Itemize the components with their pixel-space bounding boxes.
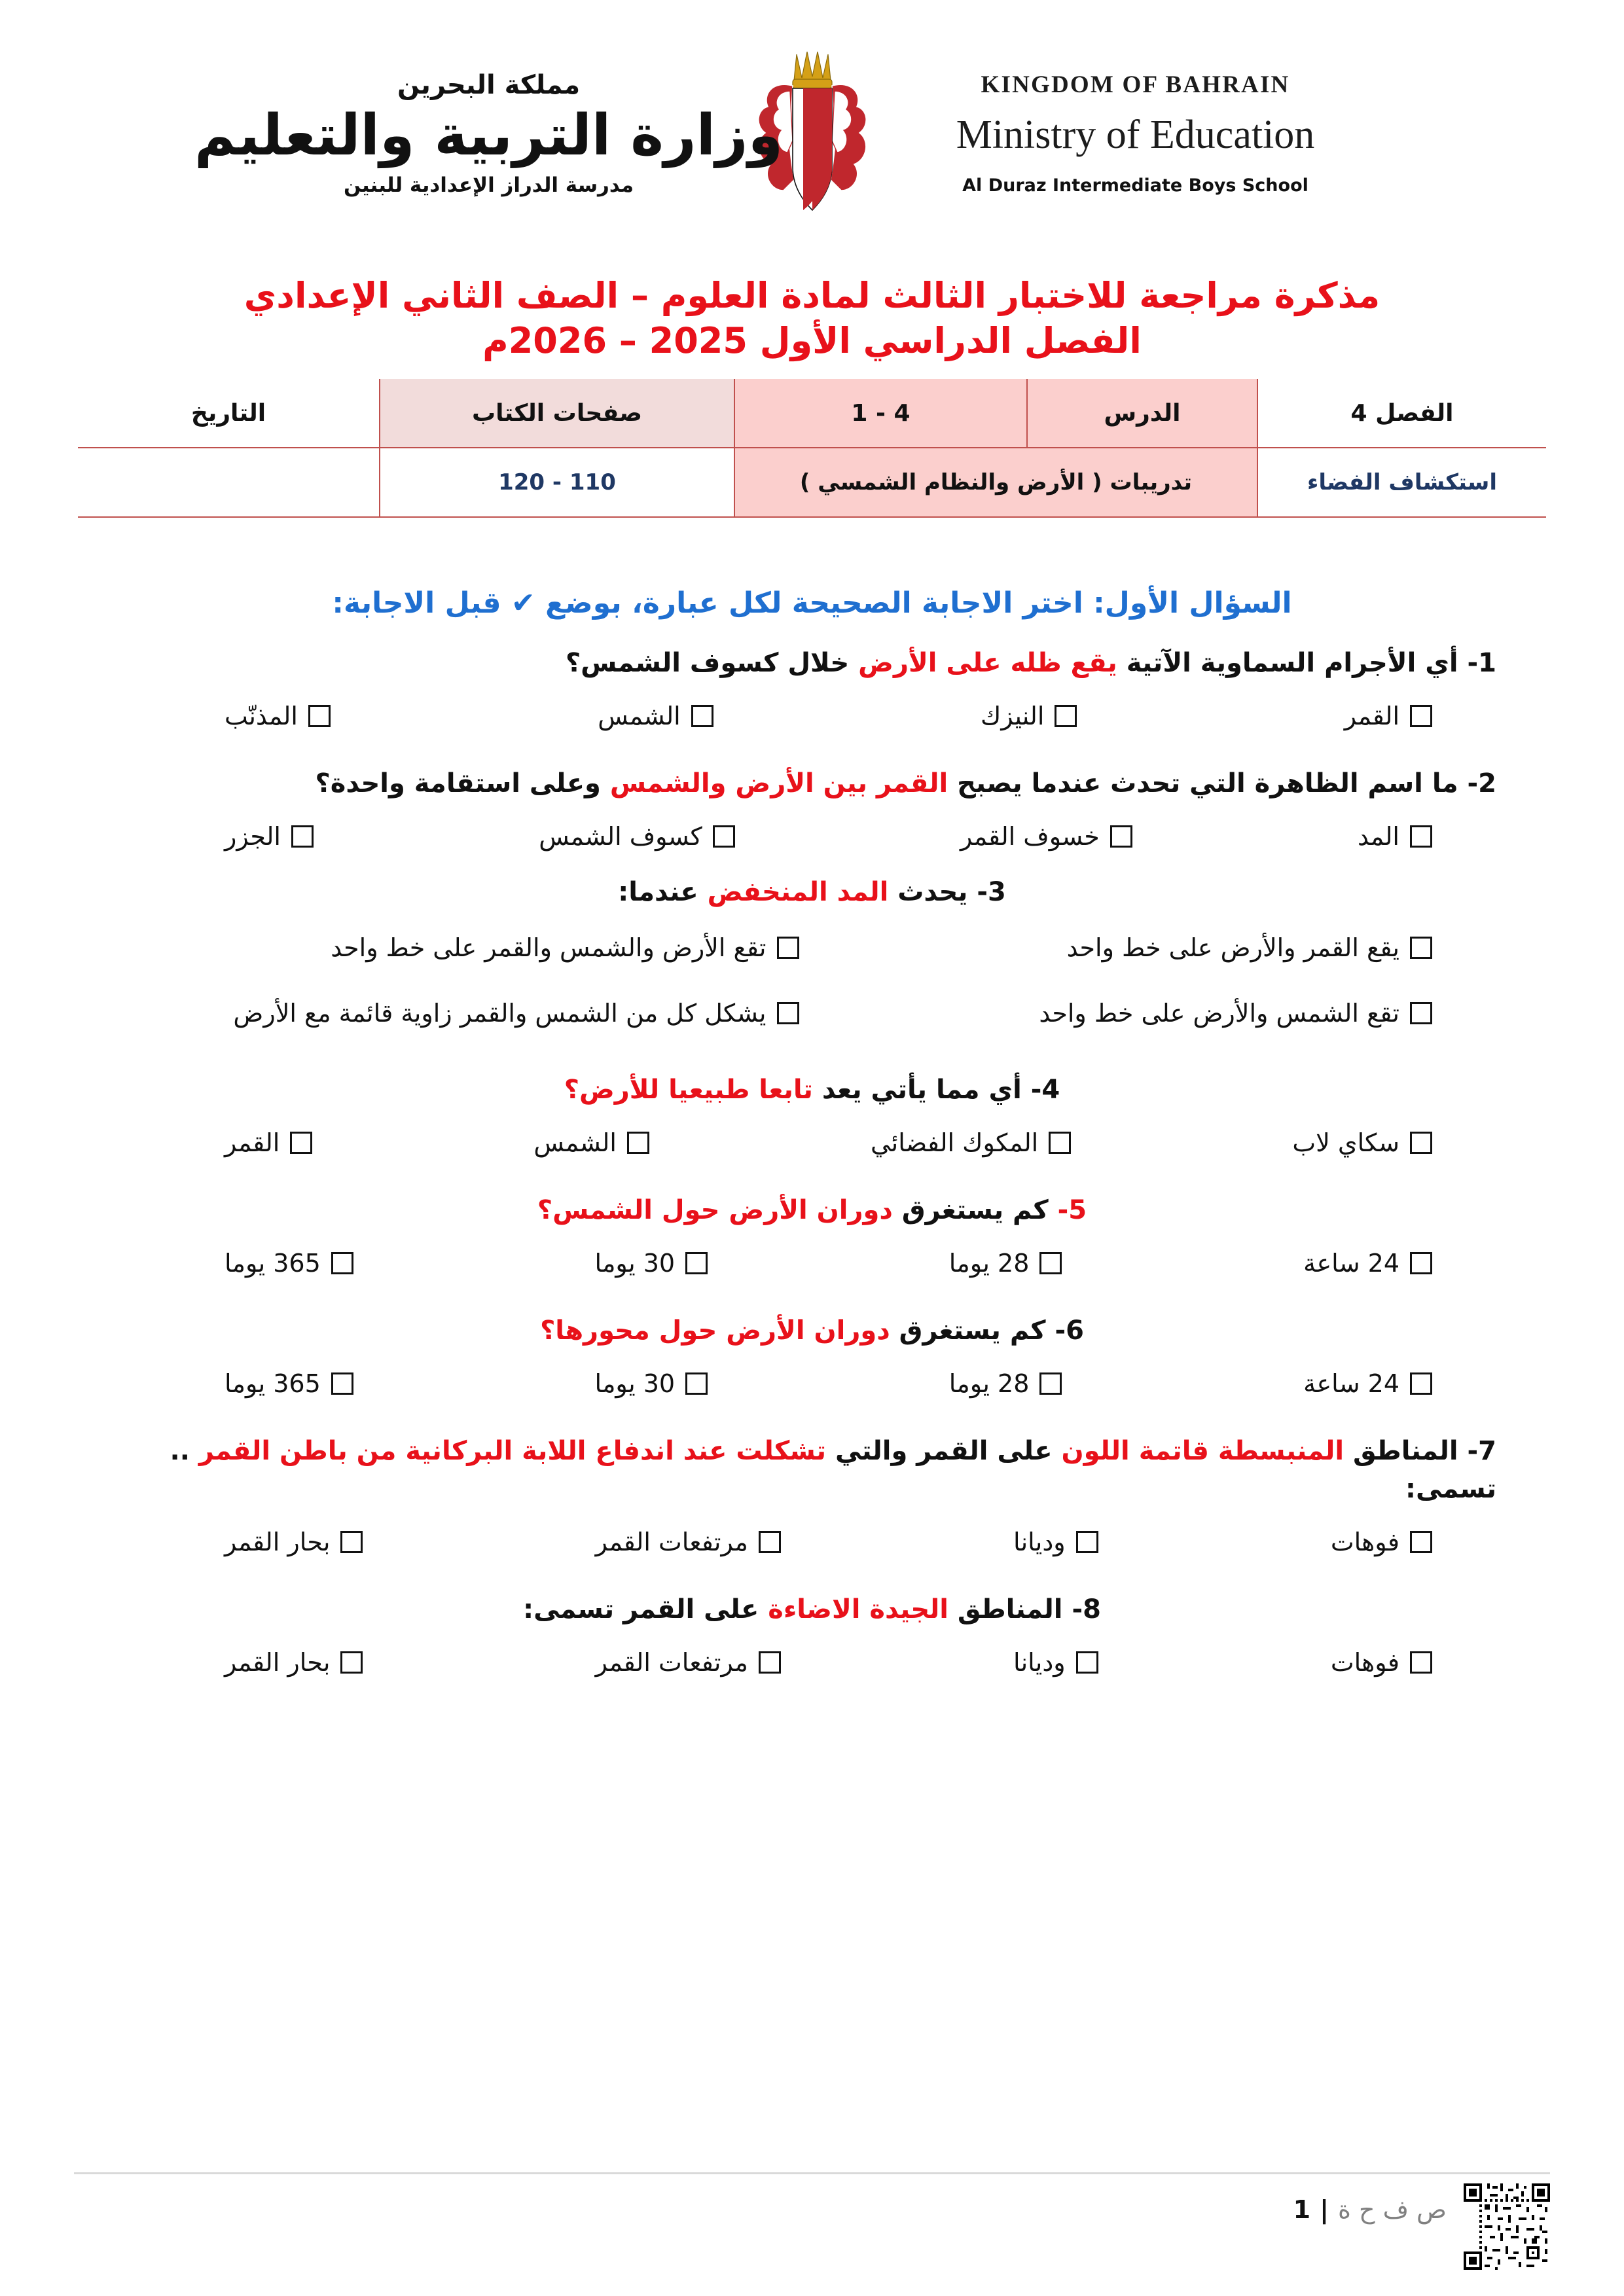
option-item[interactable] [1013, 1528, 1098, 1556]
option-item[interactable] [595, 1369, 708, 1398]
option-label: مرتفعات القمر [595, 1648, 748, 1677]
spacer [113, 1556, 1511, 1590]
option-label: وديانا [1013, 1528, 1066, 1557]
table-header-code: 4 - 1 [734, 379, 1027, 448]
table-cell-pages: 110 - 120 [380, 448, 734, 517]
checkbox-icon[interactable] [331, 1372, 353, 1395]
option-item[interactable] [225, 702, 331, 730]
question-7-text [128, 1432, 1496, 1508]
option-item[interactable] [1303, 1369, 1432, 1398]
question-7-highlight: المنبسطة قاتمة اللون [1061, 1436, 1344, 1467]
option-item[interactable] [225, 1128, 312, 1157]
table-header-lesson: الدرس [1027, 379, 1257, 448]
option-label: بحار القمر [225, 1648, 331, 1677]
checkbox-icon[interactable] [713, 825, 735, 848]
checkbox-icon[interactable] [1410, 1372, 1432, 1395]
title-line-1: مذكرة مراجعة للاختبار الثالث لمادة العلوم – الصف الثاني الإعدادي [244, 275, 1380, 316]
question-1-text [128, 644, 1496, 682]
option-label: الجزر [225, 822, 281, 852]
option-label: فوهات [1330, 1528, 1399, 1557]
option-item[interactable] [1303, 1249, 1432, 1278]
question-3-post: عندما: [618, 877, 708, 908]
option-item[interactable] [1292, 1128, 1432, 1157]
spacer [113, 1028, 1511, 1071]
page-number-indicator [1293, 2183, 1447, 2224]
table-row [78, 448, 1546, 517]
option-label: 30 يوما [594, 1369, 676, 1399]
question-7-pre: المناطق [1344, 1436, 1458, 1467]
option-item[interactable] [871, 1128, 1071, 1157]
checkbox-icon[interactable] [1410, 1531, 1432, 1553]
checkbox-icon[interactable] [1076, 1651, 1098, 1674]
document-header [0, 0, 1624, 232]
question-2-text [128, 764, 1496, 802]
questions-area [113, 518, 1511, 1677]
section-heading: السؤال الأول: اختر الاجابة الصحيحة لكل عبارة، بوضع ✔ قبل الاجابة: [332, 586, 1292, 620]
question-2-pre: ما اسم الظاهرة التي تحدث عندما يصبح [948, 768, 1458, 799]
question-6-text [128, 1312, 1496, 1350]
checkbox-icon[interactable] [1110, 825, 1132, 848]
checkbox-icon[interactable] [1410, 825, 1432, 848]
page-separator: | [1320, 2195, 1329, 2224]
question-7-post: .. تسمى: [170, 1436, 1496, 1505]
question-4-options [225, 1128, 1432, 1157]
question-1-options [225, 702, 1432, 730]
checkbox-icon[interactable] [691, 705, 713, 727]
question-6-pre: كم يستغرق [890, 1316, 1046, 1346]
header-arabic-kingdom: مملكة البحرين [397, 69, 581, 100]
option-label: المذنّب [225, 702, 298, 731]
question-4-highlight: تابعا طبيعيا للأرض؟ [564, 1075, 813, 1105]
option-item[interactable] [949, 1369, 1062, 1398]
option-label: يقع القمر والأرض على خط واحد [1066, 933, 1399, 963]
option-item[interactable] [595, 1249, 708, 1278]
option-item[interactable] [598, 702, 713, 730]
page-number: 1 [1293, 2195, 1311, 2224]
option-item[interactable] [981, 702, 1077, 730]
option-item[interactable] [825, 999, 1433, 1028]
checkbox-icon[interactable] [759, 1651, 781, 1674]
question-7-mid: على القمر والتي [826, 1436, 1062, 1467]
table-header-row [78, 379, 1546, 448]
option-label: 365 يوما [225, 1369, 321, 1399]
header-english-school: Al Duraz Intermediate Boys School [962, 175, 1308, 196]
option-label: كسوف الشمس [539, 822, 702, 852]
option-item[interactable] [596, 1528, 781, 1556]
option-item[interactable] [1358, 822, 1432, 851]
question-2-post: وعلى استقامة واحدة؟ [315, 768, 610, 799]
question-1-number: 1- [1467, 648, 1496, 679]
option-label: الشمس [598, 702, 681, 731]
question-2-options [225, 822, 1432, 851]
question-4-pre: أي مما يأتي يعد [812, 1075, 1022, 1105]
checkbox-icon[interactable] [1055, 705, 1077, 727]
question-4-text [128, 1071, 1496, 1109]
option-label: المد [1357, 822, 1399, 852]
question-8-pre: المناطق [948, 1594, 1063, 1625]
question-5-text [128, 1191, 1496, 1229]
checkbox-icon[interactable] [1039, 1252, 1062, 1274]
spacer [113, 730, 1511, 764]
question-5-highlight: دوران الأرض حول الشمس؟ [537, 1195, 893, 1226]
option-item[interactable] [960, 822, 1132, 851]
document-title [0, 273, 1624, 363]
checkbox-icon[interactable] [308, 705, 331, 727]
option-item[interactable] [1331, 1648, 1432, 1677]
table-cell-lesson: تدريبات ( الأرض والنظام الشمسي ) [734, 448, 1257, 517]
page-footer [0, 2172, 1624, 2270]
option-label: فوهات [1330, 1648, 1399, 1677]
header-arabic-school: مدرسة الدراز الإعدادية للبنين [343, 173, 634, 198]
question-5-number: 5- [1057, 1195, 1087, 1226]
option-label: تقع الأرض والشمس والقمر على خط واحد [331, 933, 767, 963]
option-item[interactable] [1013, 1648, 1098, 1677]
question-1-post: خلال كسوف الشمس؟ [565, 648, 859, 679]
option-label: 24 ساعة [1303, 1369, 1399, 1399]
option-label: القمر [225, 1128, 280, 1158]
option-label: 28 يوما [948, 1369, 1030, 1399]
question-1-pre: أي الأجرام السماوية الآتية [1117, 648, 1458, 679]
question-7-options [225, 1528, 1432, 1556]
option-item[interactable] [192, 999, 799, 1028]
option-label: 365 يوما [225, 1249, 321, 1278]
checkbox-icon[interactable] [759, 1531, 781, 1553]
option-item[interactable] [533, 1128, 649, 1157]
question-8-number: 8- [1072, 1594, 1101, 1625]
option-label: المكوك الفضائي [870, 1128, 1039, 1158]
question-5-pre: كم يستغرق [892, 1195, 1049, 1226]
checkbox-icon[interactable] [291, 825, 314, 848]
qr-code-icon [1464, 2183, 1550, 2270]
option-item[interactable] [225, 1369, 353, 1398]
question-6-options [225, 1369, 1432, 1398]
header-english-block [900, 73, 1371, 196]
spacer [113, 1398, 1511, 1432]
question-3-number: 3- [977, 877, 1006, 908]
question-3-pre: يحدث [888, 877, 968, 908]
checkbox-icon[interactable] [1410, 937, 1432, 959]
lesson-info-table [78, 379, 1546, 518]
option-item[interactable] [596, 1648, 781, 1677]
checkbox-icon[interactable] [685, 1252, 708, 1274]
option-item[interactable] [1344, 702, 1432, 730]
checkbox-icon[interactable] [1049, 1132, 1071, 1154]
option-label: وديانا [1013, 1648, 1066, 1677]
question-4-number: 4- [1030, 1075, 1060, 1105]
option-item[interactable] [225, 822, 314, 851]
table-cell-date [78, 448, 380, 517]
question-2-number: 2- [1467, 768, 1496, 799]
question-8-highlight: الجيدة الاضاءة [768, 1594, 948, 1625]
header-arabic-ministry: وزارة التربية والتعليم [194, 102, 784, 168]
question-3-highlight: المد المنخفض [707, 877, 889, 908]
header-arabic-block [194, 69, 784, 198]
spacer [113, 851, 1511, 873]
checkbox-icon[interactable] [1410, 1002, 1432, 1024]
option-label: 28 يوما [948, 1249, 1030, 1278]
option-label: القمر [1344, 702, 1399, 731]
question-5-options [225, 1249, 1432, 1278]
option-item[interactable] [539, 822, 735, 851]
option-label: مرتفعات القمر [595, 1528, 748, 1557]
checkbox-icon[interactable] [290, 1132, 312, 1154]
table-header-chapter: الفصل 4 [1257, 379, 1546, 448]
option-label: الشمس [533, 1128, 617, 1158]
question-8-text [128, 1590, 1496, 1628]
spacer [113, 1157, 1511, 1191]
footer-content [74, 2174, 1550, 2270]
option-item[interactable] [225, 1249, 353, 1278]
table-header-date: التاريخ [78, 379, 380, 448]
title-line-2: الفصل الدراسي الأول 2025 – 2026م [482, 320, 1142, 362]
option-item[interactable] [192, 933, 799, 962]
option-item[interactable] [225, 1528, 363, 1556]
question-3-text [128, 873, 1496, 911]
option-label: 24 ساعة [1303, 1249, 1399, 1278]
question-8-post: على القمر تسمى: [523, 1594, 768, 1625]
option-label: خسوف القمر [960, 822, 1100, 852]
table-header-pages: صفحات الكتاب [380, 379, 734, 448]
checkbox-icon[interactable] [777, 937, 799, 959]
question-8-options [225, 1648, 1432, 1677]
checkbox-icon[interactable] [1410, 1252, 1432, 1274]
option-label: 30 يوما [594, 1249, 676, 1278]
question-7-highlight-2: تشكلت عند اندفاع اللابة البركانية من باطن القمر [198, 1436, 827, 1467]
question-1-highlight: يقع ظله على الأرض [858, 648, 1117, 679]
question-6-highlight: دوران الأرض حول محورها؟ [540, 1316, 890, 1346]
option-label: النيزك [981, 702, 1045, 731]
header-english-kingdom: KINGDOM OF BAHRAIN [981, 71, 1290, 99]
checkbox-icon[interactable] [777, 1002, 799, 1024]
checkbox-icon[interactable] [340, 1651, 363, 1674]
table-cell-chapter: استكشاف الفضاء [1257, 448, 1546, 517]
option-label: بحار القمر [225, 1528, 331, 1557]
checkbox-icon[interactable] [1076, 1531, 1098, 1553]
option-item[interactable] [1331, 1528, 1432, 1556]
checkbox-icon[interactable] [1410, 1651, 1432, 1674]
question-2-highlight: القمر بين الأرض والشمس [609, 768, 948, 799]
question-7-number: 7- [1467, 1436, 1496, 1467]
option-item[interactable] [225, 1648, 363, 1677]
checkbox-icon[interactable] [1039, 1372, 1062, 1395]
checkbox-icon[interactable] [340, 1531, 363, 1553]
option-label: يشكل كل من الشمس والقمر زاوية قائمة مع الأرض [233, 999, 767, 1028]
checkbox-icon[interactable] [685, 1372, 708, 1395]
question-6-number: 6- [1055, 1316, 1084, 1346]
checkbox-icon[interactable] [1410, 1132, 1432, 1154]
option-label: سكاي لاب [1292, 1128, 1399, 1158]
option-item[interactable] [949, 1249, 1062, 1278]
checkbox-icon[interactable] [627, 1132, 649, 1154]
checkbox-icon[interactable] [331, 1252, 353, 1274]
question-3-options [192, 933, 1432, 1028]
checkbox-icon[interactable] [1410, 705, 1432, 727]
option-label: تقع الشمس والأرض على خط واحد [1039, 999, 1399, 1028]
option-item[interactable] [825, 933, 1433, 962]
spacer [113, 1278, 1511, 1312]
page-label: ص ف ح ة [1337, 2195, 1447, 2224]
header-english-ministry: Ministry of Education [956, 113, 1315, 158]
